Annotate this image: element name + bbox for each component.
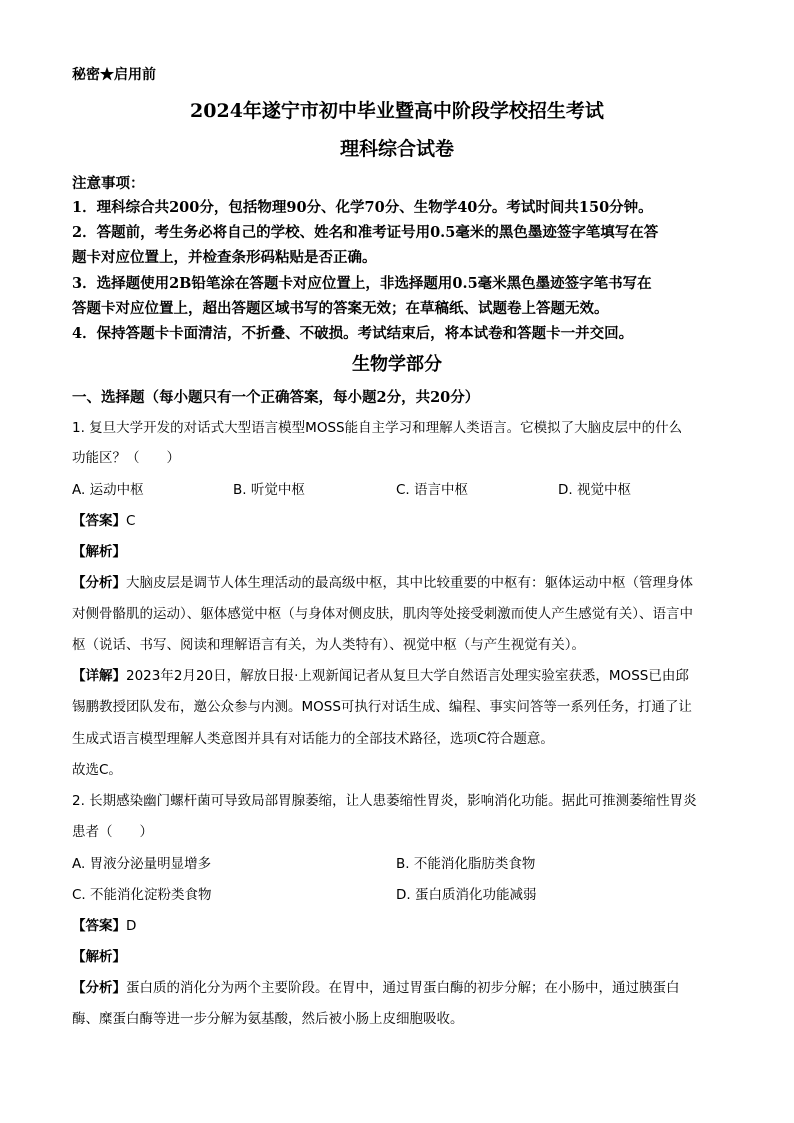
notice-item-3-line-2: 答题卡对应位置上，超出答题区域书写的答案无效；在草稿纸、试题卷上答题无效。 xyxy=(72,300,609,317)
q1-xiangjie-line-3: 生成式语言模型理解人类意图并具有对话能力的全部技术路径，选项C符合题意。 xyxy=(72,731,554,747)
q1-answer-tag: 【答案】 xyxy=(72,513,126,529)
notice-heading: 注意事项： xyxy=(72,175,145,192)
q2-option-b: B. 不能消化脂肪类食物 xyxy=(396,856,536,872)
q2-fenxi-tag: 【分析】 xyxy=(72,980,126,996)
notice-item-4: 4．保持答题卡卡面清洁，不折叠、不破损。考试结束后，将本试卷和答题卡一并交回。 xyxy=(72,325,634,342)
q1-analysis-row xyxy=(72,540,126,560)
q1-conclusion: 故选C。 xyxy=(72,762,122,778)
notice-item-1: 1．理科综合共200分，包括物理90分、化学70分、生物学40分。考试时间共150分钟。 xyxy=(72,199,653,216)
confidential-label: 秘密★启用前 xyxy=(72,67,156,83)
notice-item-2-line-1: 2．答题前，考生务必将自己的学校、姓名和准考证号用0.5毫米的黑色墨迹签字笔填写在答 xyxy=(72,224,659,241)
q1-stem-line-2: 功能区？（ ） xyxy=(72,450,180,466)
q1-fenxi-text-1: 大脑皮层是调节人体生理活动的最高级中枢，其中比较重要的中枢有：躯体运动中枢（管理身体 xyxy=(126,575,693,591)
q2-fenxi-line-1 xyxy=(72,976,680,996)
part-heading: 一、选择题（每小题只有一个正确答案，每小题2分，共20分） xyxy=(72,389,480,406)
q1-option-d: D. 视觉中枢 xyxy=(558,482,631,498)
q1-fenxi-line-1 xyxy=(72,571,693,591)
q2-fenxi-text-1: 蛋白质的消化分为两个主要阶段。在胃中，通过胃蛋白酶的初步分解；在小肠中，通过胰蛋白 xyxy=(126,980,680,996)
q1-option-c: C. 语言中枢 xyxy=(396,482,469,498)
q2-answer-tag: 【答案】 xyxy=(72,918,126,934)
q2-option-d: D. 蛋白质消化功能减弱 xyxy=(396,887,537,903)
q1-option-b: B. 听觉中枢 xyxy=(233,482,305,498)
exam-subtitle: 理科综合试卷 xyxy=(339,138,454,160)
q1-xiangjie-tag: 【详解】 xyxy=(72,668,126,684)
q1-fenxi-line-2: 对侧骨骼肌的运动）、躯体感觉中枢（与身体对侧皮肤，肌肉等处接受刺激而使人产生感觉有关）、语言中 xyxy=(72,606,693,622)
q2-fenxi-line-2: 酶、糜蛋白酶等进一步分解为氨基酸，然后被小肠上皮细胞吸收。 xyxy=(72,1011,464,1027)
q1-option-a: A. 运动中枢 xyxy=(72,482,144,498)
notice-item-2-line-2: 题卡对应位置上，并检查条形码粘贴是否正确。 xyxy=(72,249,377,266)
exam-title: 2024年遂宁市初中毕业暨高中阶段学校招生考试 xyxy=(190,100,604,122)
q1-xiangjie-line-2: 锡鹏教授团队发布，邀公众参与内测。MOSS可执行对话生成、编程、事实问答等一系列任务，打通了让 xyxy=(72,699,692,715)
q2-option-c: C. 不能消化淀粉类食物 xyxy=(72,887,212,903)
section-title: 生物学部分 xyxy=(352,354,442,375)
q1-fenxi-line-3: 枢（说话、书写、阅读和理解语言有关，为人类特有）、视觉中枢（与产生视觉有关）。 xyxy=(72,637,585,653)
q2-analysis-row xyxy=(72,945,126,965)
q1-analysis-tag: 【解析】 xyxy=(72,544,126,560)
q2-option-a: A. 胃液分泌量明显增多 xyxy=(72,856,212,872)
q2-stem-line-1: 2. 长期感染幽门螺杆菌可导致局部胃腺萎缩，让人患萎缩性胃炎，影响消化功能。据此可推测萎缩性胃炎 xyxy=(72,793,697,809)
q1-stem-line-1: 1. 复旦大学开发的对话式大型语言模型MOSS能自主学习和理解人类语言。它模拟了大脑皮层中的什么 xyxy=(72,420,683,436)
q1-answer-row xyxy=(72,509,135,529)
q2-answer-row xyxy=(72,914,136,934)
q2-analysis-tag: 【解析】 xyxy=(72,949,126,965)
q1-xiangjie-line-1 xyxy=(72,664,689,684)
notice-item-3-line-1: 3．选择题使用2B铅笔涂在答题卡对应位置上，非选择题用0.5毫米黑色墨迹签字笔书写在 xyxy=(72,275,652,292)
q1-fenxi-tag: 【分析】 xyxy=(72,575,126,591)
q1-xiangjie-text-1: 2023年2月20日，解放日报·上观新闻记者从复旦大学自然语言处理实验室获悉，MOSS已由邱 xyxy=(126,668,689,684)
q2-answer-value: D xyxy=(126,918,137,934)
q2-stem-line-2: 患者（ ） xyxy=(72,824,153,840)
q1-answer-value: C xyxy=(126,513,136,529)
